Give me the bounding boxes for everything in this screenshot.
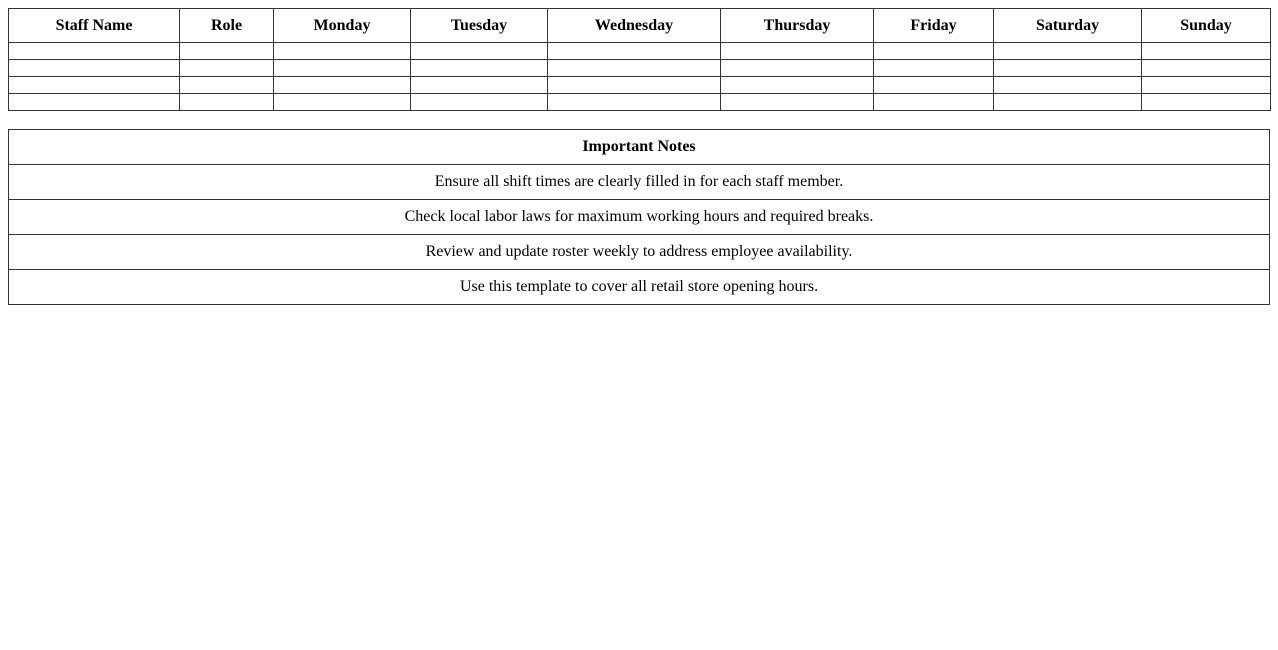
cell-thursday[interactable] xyxy=(721,43,874,60)
page-content xyxy=(8,8,1270,305)
cell-staff-name[interactable] xyxy=(9,60,180,77)
table-row xyxy=(9,77,1271,94)
list-item xyxy=(9,235,1270,270)
header-role: Role xyxy=(180,9,274,43)
cell-staff-name[interactable] xyxy=(9,77,180,94)
cell-tuesday[interactable] xyxy=(411,94,548,111)
note-text: Use this template to cover all retail store opening hours. xyxy=(9,270,1270,305)
cell-friday[interactable] xyxy=(874,43,994,60)
cell-wednesday[interactable] xyxy=(548,94,721,111)
notes-table xyxy=(8,129,1270,305)
note-text: Ensure all shift times are clearly filled in for each staff member. xyxy=(9,165,1270,200)
cell-friday[interactable] xyxy=(874,60,994,77)
cell-wednesday[interactable] xyxy=(548,77,721,94)
cell-monday[interactable] xyxy=(274,77,411,94)
cell-tuesday[interactable] xyxy=(411,60,548,77)
cell-thursday[interactable] xyxy=(721,77,874,94)
cell-role[interactable] xyxy=(180,77,274,94)
cell-tuesday[interactable] xyxy=(411,43,548,60)
header-wednesday: Wednesday xyxy=(548,9,721,43)
table-row xyxy=(9,94,1271,111)
note-text: Check local labor laws for maximum working hours and required breaks. xyxy=(9,200,1270,235)
cell-wednesday[interactable] xyxy=(548,60,721,77)
header-friday: Friday xyxy=(874,9,994,43)
cell-saturday[interactable] xyxy=(994,60,1142,77)
cell-role[interactable] xyxy=(180,43,274,60)
roster-table xyxy=(8,8,1271,111)
header-thursday: Thursday xyxy=(721,9,874,43)
notes-header-row xyxy=(9,130,1270,165)
cell-sunday[interactable] xyxy=(1142,77,1271,94)
cell-sunday[interactable] xyxy=(1142,60,1271,77)
cell-role[interactable] xyxy=(180,60,274,77)
header-sunday: Sunday xyxy=(1142,9,1271,43)
header-tuesday: Tuesday xyxy=(411,9,548,43)
list-item xyxy=(9,270,1270,305)
header-saturday: Saturday xyxy=(994,9,1142,43)
cell-saturday[interactable] xyxy=(994,77,1142,94)
table-row xyxy=(9,43,1271,60)
roster-header-row xyxy=(9,9,1271,43)
cell-thursday[interactable] xyxy=(721,60,874,77)
cell-sunday[interactable] xyxy=(1142,94,1271,111)
note-text: Review and update roster weekly to address employee availability. xyxy=(9,235,1270,270)
cell-staff-name[interactable] xyxy=(9,43,180,60)
cell-friday[interactable] xyxy=(874,77,994,94)
cell-monday[interactable] xyxy=(274,60,411,77)
notes-title: Important Notes xyxy=(9,130,1270,165)
cell-role[interactable] xyxy=(180,94,274,111)
cell-friday[interactable] xyxy=(874,94,994,111)
header-monday: Monday xyxy=(274,9,411,43)
list-item xyxy=(9,200,1270,235)
cell-saturday[interactable] xyxy=(994,94,1142,111)
header-staff-name: Staff Name xyxy=(9,9,180,43)
cell-monday[interactable] xyxy=(274,43,411,60)
cell-sunday[interactable] xyxy=(1142,43,1271,60)
cell-staff-name[interactable] xyxy=(9,94,180,111)
cell-wednesday[interactable] xyxy=(548,43,721,60)
cell-monday[interactable] xyxy=(274,94,411,111)
table-row xyxy=(9,60,1271,77)
list-item xyxy=(9,165,1270,200)
cell-thursday[interactable] xyxy=(721,94,874,111)
cell-saturday[interactable] xyxy=(994,43,1142,60)
cell-tuesday[interactable] xyxy=(411,77,548,94)
